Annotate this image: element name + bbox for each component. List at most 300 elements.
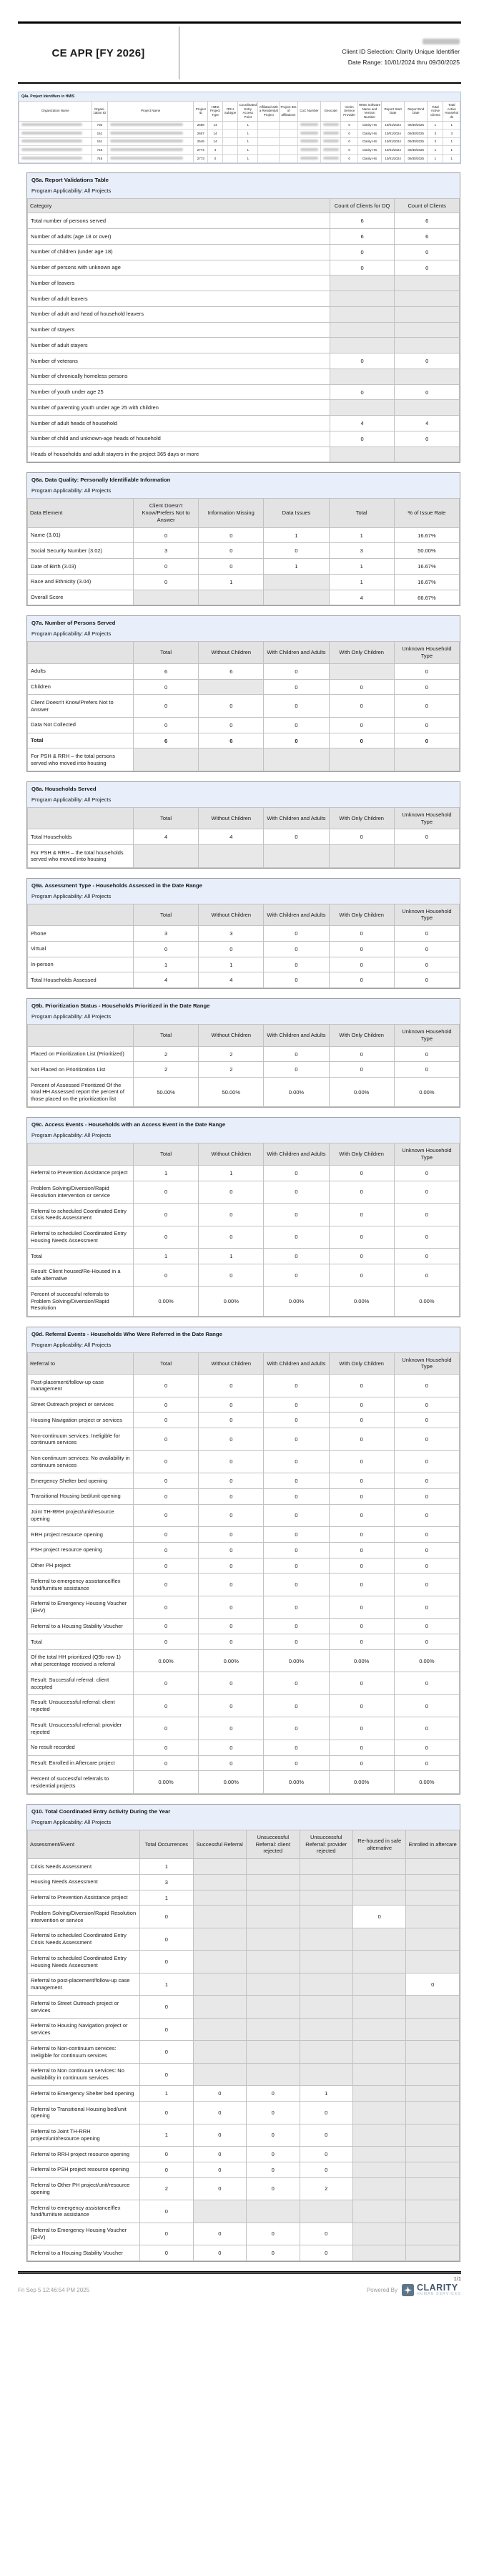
q9d-grid	[27, 1352, 460, 1794]
row-label: For PSH & RRH – the total persons served who moved into housing	[28, 748, 134, 771]
cell-value: 0	[394, 1619, 459, 1634]
row-label: Referral to Non-continuum services: Ineligible for continuum services	[28, 2041, 140, 2064]
cell-value: 0	[329, 1249, 394, 1264]
cell-value: 0.00%	[329, 1649, 394, 1672]
cell-value: 0	[133, 1574, 198, 1596]
cell-value: 0	[140, 1996, 193, 2019]
cell-value: 0	[300, 2102, 352, 2124]
row-label: Number of adult heads of household	[28, 416, 330, 431]
cell-value: 0	[199, 1450, 264, 1473]
cell-value: 0	[329, 1181, 394, 1204]
table-row	[28, 306, 460, 322]
cell-value: 0	[264, 1165, 329, 1181]
row-label: Non-continuum services: Ineligible for continuum services	[28, 1428, 134, 1451]
table-row	[28, 213, 460, 229]
redacted-value	[300, 140, 319, 142]
row-label: Referral to Prevention Assistance project	[28, 1890, 140, 1906]
cell-value: 0	[394, 1249, 459, 1264]
cell-value: 0	[264, 1755, 329, 1771]
table-row	[28, 2018, 460, 2041]
table-row	[28, 1717, 460, 1740]
table-row	[28, 1046, 460, 1062]
cell-shaded	[193, 2041, 246, 2064]
cell-value: 0	[140, 1951, 193, 1974]
section-q7a	[26, 615, 460, 772]
section-header	[27, 616, 460, 641]
row-label: Crisis Needs Assessment	[28, 1859, 140, 1875]
cell-value: 0	[264, 1046, 329, 1062]
cell-shaded	[352, 2041, 405, 2064]
row-label: Total number of persons served	[28, 213, 330, 229]
cell-value	[19, 121, 92, 130]
row-label: Date of Birth (3.03)	[28, 559, 134, 575]
first-column-header	[28, 1143, 134, 1166]
cell-value: 0	[264, 543, 329, 559]
cell-value: 0	[395, 384, 460, 400]
section-q9a	[26, 878, 460, 990]
cell-shaded	[247, 1859, 300, 1875]
cell-value	[258, 146, 280, 155]
cell-value: 0	[406, 1973, 460, 1996]
cell-shaded	[300, 2018, 352, 2041]
table-row	[28, 1226, 460, 1249]
table-row	[28, 1694, 460, 1717]
table-row	[28, 590, 460, 605]
cell-shaded	[330, 291, 395, 307]
cell-value: 4	[208, 146, 223, 155]
first-column-header: Data Element	[28, 499, 134, 527]
column-header: Re-housed in safe alternative	[352, 1830, 405, 1858]
cell-value: 3	[329, 543, 394, 559]
cell-value: 1	[443, 155, 460, 163]
cell-value: 10/01/2024	[382, 137, 405, 146]
cell-value: Clarity HS	[357, 155, 381, 163]
redacted-value	[323, 148, 339, 151]
cell-value: 0	[247, 2147, 300, 2162]
row-label: Overall Score	[28, 590, 134, 605]
cell-value	[108, 130, 194, 138]
row-label: Referral to emergency assistance/flex fund/furniture assistance	[28, 1574, 134, 1596]
cell-value: 0	[199, 1488, 264, 1504]
cell-shaded	[300, 2200, 352, 2223]
cell-shaded	[133, 845, 198, 868]
cell-value: 0	[199, 1375, 264, 1397]
cell-value: 0	[264, 1181, 329, 1204]
table-row	[28, 447, 460, 462]
table-row	[28, 353, 460, 369]
cell-shaded	[406, 1874, 460, 1890]
table-row	[28, 2245, 460, 2261]
row-label: Number of chronically homeless persons	[28, 369, 330, 384]
cell-value: 0	[394, 1504, 459, 1527]
row-label: Total Households	[28, 829, 134, 845]
cell-value: 0	[329, 1527, 394, 1543]
q7a-grid	[27, 641, 460, 771]
row-label: Total	[28, 1634, 134, 1650]
column-header: Unknown Household Type	[394, 642, 459, 664]
section-q6a	[26, 472, 460, 606]
cell-value: 0	[133, 1558, 198, 1574]
cell-shaded	[300, 1973, 352, 1996]
header-row	[28, 198, 460, 213]
cell-value: 0.00%	[394, 1771, 459, 1794]
table-row	[28, 1874, 460, 1890]
cell-value: 0	[394, 1740, 459, 1755]
generated-timestamp: Fri Sep 5 12:46:54 PM 2025	[18, 2286, 90, 2293]
cell-value: 0	[133, 1596, 198, 1619]
cell-shaded	[352, 2245, 405, 2261]
column-header: HMIS Project Type	[208, 102, 223, 122]
row-label: Emergency Shelter bed opening	[28, 1473, 134, 1489]
cell-value: Clarity HS	[357, 130, 381, 138]
table-row	[28, 2162, 460, 2177]
cell-value: 0	[247, 2102, 300, 2124]
table-row	[28, 1204, 460, 1226]
redacted-value	[110, 140, 182, 142]
cell-shaded	[193, 1973, 246, 1996]
cell-value: 10/01/2024	[382, 130, 405, 138]
cell-shaded	[199, 679, 264, 695]
section-subtitle: Program Applicability: All Projects	[31, 487, 112, 494]
report-header	[18, 0, 461, 84]
cell-value: 0	[329, 733, 394, 748]
column-header: CoC Number	[297, 102, 320, 122]
footer-rule	[18, 2271, 461, 2274]
table-row	[28, 1859, 460, 1875]
cell-value: 0.00%	[133, 1287, 198, 1316]
cell-value: 0	[394, 1375, 459, 1397]
cell-value: 0	[199, 1527, 264, 1543]
row-label: Referral to Non continuum services: No availability in continuum services	[28, 2063, 140, 2086]
cell-value: 0	[133, 1428, 198, 1451]
cell-shaded	[330, 275, 395, 291]
cell-value	[280, 155, 298, 163]
row-label: Number of persons with unknown age	[28, 260, 330, 275]
cell-value: 0	[352, 1906, 405, 1928]
table-row	[28, 1375, 460, 1397]
cell-value	[320, 155, 340, 163]
cell-value: 0	[264, 1634, 329, 1650]
section-q9c	[26, 1117, 460, 1317]
table-row	[28, 1755, 460, 1771]
table-row	[28, 291, 460, 307]
cell-value: 0	[395, 431, 460, 447]
cell-value: 1	[264, 527, 329, 543]
cell-shaded	[247, 1890, 300, 1906]
cell-value	[320, 121, 340, 130]
cell-value: 0	[199, 1672, 264, 1695]
cell-value: 14	[208, 130, 223, 138]
row-label: RRH project resource opening	[28, 1527, 134, 1543]
cell-value: Clarity HS	[357, 137, 381, 146]
cell-value: 1	[329, 574, 394, 590]
cell-value: 0	[300, 2162, 352, 2177]
cell-value: 0	[329, 1504, 394, 1527]
redacted-value	[323, 132, 339, 135]
row-label: Number of adult leavers	[28, 291, 330, 307]
column-header: Victim Service Provider	[341, 102, 357, 122]
cell-value: 0	[133, 717, 198, 733]
cell-value: 0	[199, 1473, 264, 1489]
cell-shaded	[406, 2018, 460, 2041]
cell-value: 0	[264, 1450, 329, 1473]
cell-shaded	[394, 748, 459, 771]
redacted-value	[300, 132, 319, 135]
row-label: Joint TH-RRH project/unit/resource opening	[28, 1504, 134, 1527]
section-title: Q8a. Households Served	[31, 785, 97, 792]
table-row	[28, 2102, 460, 2124]
table-row	[28, 1973, 460, 1996]
cell-shaded	[329, 748, 394, 771]
cell-shaded	[406, 1928, 460, 1951]
cell-shaded	[133, 748, 198, 771]
redacted-value	[110, 123, 182, 126]
column-header: With Children and Adults	[264, 807, 329, 829]
cell-shaded	[264, 748, 329, 771]
section-q4a	[18, 92, 461, 164]
cell-value: 0	[341, 121, 357, 130]
cell-value: 0	[395, 260, 460, 275]
cell-value: 0	[264, 717, 329, 733]
cell-value: 0	[394, 1226, 459, 1249]
cell-value	[280, 146, 298, 155]
cell-value: 0	[394, 1694, 459, 1717]
cell-value: 0.00%	[329, 1078, 394, 1107]
cell-value: 0	[199, 1694, 264, 1717]
row-label: For PSH & RRH – the total households served who moved into housing	[28, 845, 134, 868]
table-row	[28, 1672, 460, 1695]
q5a-grid	[27, 198, 460, 463]
table-row	[28, 941, 460, 957]
row-label: Result: Unsuccessful referral: provider rejected	[28, 1717, 134, 1740]
cell-value: 1	[238, 130, 258, 138]
row-label: Client Doesn't Know/Prefers Not to Answer	[28, 695, 134, 718]
cell-value: 0	[199, 1264, 264, 1287]
cell-value: 0	[247, 2177, 300, 2200]
cell-value: 0	[133, 1717, 198, 1740]
cell-value: 6	[199, 663, 264, 679]
redacted-value	[300, 148, 319, 151]
column-header: Organization Name	[19, 102, 92, 122]
cell-value: 3	[443, 130, 460, 138]
cell-shaded	[395, 291, 460, 307]
section-header	[27, 1118, 460, 1143]
table-row	[28, 384, 460, 400]
cell-value: 0	[264, 1619, 329, 1634]
section-title: Q5a. Report Validations Table	[31, 176, 109, 183]
cell-value: 0	[394, 1428, 459, 1451]
row-label: Adults	[28, 663, 134, 679]
cell-value: 0	[199, 543, 264, 559]
cell-value: 0	[264, 1062, 329, 1078]
row-label: No result recorded	[28, 1740, 134, 1755]
cell-value: 0	[394, 1473, 459, 1489]
cell-value: 0	[199, 1619, 264, 1634]
cell-value: 0.00%	[199, 1771, 264, 1794]
row-label: Result: Enrolled in Aftercare project	[28, 1755, 134, 1771]
q6a-grid	[27, 498, 460, 605]
section-header	[27, 879, 460, 904]
header-row	[28, 499, 460, 527]
cell-shaded	[406, 2200, 460, 2223]
table-row	[28, 1928, 460, 1951]
cell-value: 50.00%	[199, 1078, 264, 1107]
cell-shaded	[352, 2102, 405, 2124]
cell-shaded	[193, 2200, 246, 2223]
table-row	[28, 1397, 460, 1413]
cell-value: 0	[394, 926, 459, 942]
cell-value: 0	[329, 1694, 394, 1717]
cell-value: 0	[133, 1634, 198, 1650]
q9c-grid	[27, 1143, 460, 1316]
cell-shaded	[406, 1996, 460, 2019]
cell-value: 2	[133, 1062, 198, 1078]
cell-value: 0	[133, 1264, 198, 1287]
cell-shaded	[330, 322, 395, 338]
q9b-grid	[27, 1024, 460, 1107]
redacted-value	[300, 123, 319, 126]
cell-value: 0	[264, 972, 329, 988]
cell-value: 1	[133, 957, 198, 972]
column-header: With Only Children	[329, 807, 394, 829]
cell-value: 0	[329, 1264, 394, 1287]
q4a-grid	[19, 101, 460, 163]
cell-value: 0	[329, 1473, 394, 1489]
table-row	[28, 1951, 460, 1974]
cell-shaded	[193, 1996, 246, 2019]
cell-value: 0	[199, 1717, 264, 1740]
table-row	[28, 1413, 460, 1428]
cell-shaded	[406, 1951, 460, 1974]
cell-value	[280, 130, 298, 138]
cell-value: 0	[264, 957, 329, 972]
header-row	[28, 1025, 460, 1047]
cell-value: 0	[394, 829, 459, 845]
cell-value: 0	[329, 1672, 394, 1695]
table-row	[28, 1619, 460, 1634]
cell-value: 66.67%	[394, 590, 459, 605]
cell-shaded	[352, 2147, 405, 2162]
cell-value: 0	[329, 1397, 394, 1413]
cell-value: 0	[133, 559, 198, 575]
cell-value: 3	[133, 543, 198, 559]
table-row	[19, 121, 460, 130]
cell-value: 0	[394, 1596, 459, 1619]
column-header: Organi-zation ID	[92, 102, 107, 122]
cell-value	[19, 155, 92, 163]
cell-value: 0.00%	[264, 1287, 329, 1316]
row-label: Percent of successful referrals to Problem Solving/Diversion/Rapid Resolution	[28, 1287, 134, 1316]
cell-value: 2773	[194, 155, 208, 163]
cell-value	[108, 137, 194, 146]
row-label: PSH project resource opening	[28, 1542, 134, 1558]
cell-value: 0	[247, 2086, 300, 2102]
cell-value: 4	[199, 972, 264, 988]
cell-value: 2	[300, 2177, 352, 2200]
table-row	[28, 972, 460, 988]
cell-value: 0	[394, 957, 459, 972]
cell-value: 0	[329, 1574, 394, 1596]
column-header: Without Children	[199, 904, 264, 926]
cell-value: 09/30/2025	[405, 146, 428, 155]
cell-value: 0	[133, 1504, 198, 1527]
cell-value: 0	[264, 695, 329, 718]
row-label: Not Placed on Prioritization List	[28, 1062, 134, 1078]
first-column-header	[28, 807, 134, 829]
column-header: With Children and Adults	[264, 642, 329, 664]
cell-value: 0	[264, 1473, 329, 1489]
cell-value: 0	[199, 717, 264, 733]
cell-value: 0	[394, 1717, 459, 1740]
section-title: Q7a. Number of Persons Served	[31, 620, 116, 627]
cell-value: 1	[140, 2124, 193, 2147]
cell-value: 0	[140, 2200, 193, 2223]
cell-shaded	[352, 2162, 405, 2177]
cell-value: 50.00%	[394, 543, 459, 559]
cell-shaded	[247, 1996, 300, 2019]
cell-value: 1	[140, 2086, 193, 2102]
row-label: Referral to Emergency Housing Voucher (EHV)	[28, 2223, 140, 2245]
redacted-value	[21, 132, 82, 135]
section-subtitle: Program Applicability: All Projects	[31, 1341, 112, 1348]
header-row	[28, 642, 460, 664]
cell-shaded	[395, 306, 460, 322]
cell-value: 0	[264, 1694, 329, 1717]
cell-value	[297, 137, 320, 146]
cell-value: 0.00%	[394, 1649, 459, 1672]
cell-shaded	[247, 1951, 300, 1974]
table-row	[28, 369, 460, 384]
row-label: Number of adult stayers	[28, 338, 330, 353]
section-subtitle: Program Applicability: All Projects	[31, 1132, 112, 1139]
cell-value: 0	[208, 155, 223, 163]
cell-value: 0	[264, 1574, 329, 1596]
cell-value: 0	[394, 1558, 459, 1574]
column-header: Without Children	[199, 1352, 264, 1375]
header-row	[28, 1830, 460, 1858]
cell-shaded	[330, 306, 395, 322]
cell-value: 0	[329, 695, 394, 718]
cell-value: 0	[300, 2147, 352, 2162]
cell-value: 0	[330, 384, 395, 400]
row-label: Referral to Housing Navigation project or services	[28, 2018, 140, 2041]
table-row	[19, 146, 460, 155]
cell-value: 0	[300, 2124, 352, 2147]
cell-value: 0	[264, 1740, 329, 1755]
cell-value	[108, 121, 194, 130]
cell-value: 0	[247, 2124, 300, 2147]
cell-value: 10/01/2024	[382, 146, 405, 155]
column-header: RRH Subtype	[223, 102, 238, 122]
cell-value: 0	[199, 1504, 264, 1527]
cell-shaded	[300, 1859, 352, 1875]
cell-value: 0	[199, 1413, 264, 1428]
cell-value: 0	[133, 1740, 198, 1755]
cell-shaded	[352, 1874, 405, 1890]
section-title: Q6a. Data Quality: Personally Identifiable Information	[31, 477, 171, 484]
column-header: With Children and Adults	[264, 1025, 329, 1047]
cell-shaded	[406, 1906, 460, 1928]
cell-value: 0	[300, 2245, 352, 2261]
cell-value: 0	[329, 1413, 394, 1428]
table-row	[28, 1574, 460, 1596]
cell-value: 0	[133, 1413, 198, 1428]
cell-value: 0	[264, 1596, 329, 1619]
cell-value: 0	[329, 1755, 394, 1771]
cell-value: 0	[329, 926, 394, 942]
row-label: Number of leavers	[28, 275, 330, 291]
cell-value: 0	[199, 1181, 264, 1204]
